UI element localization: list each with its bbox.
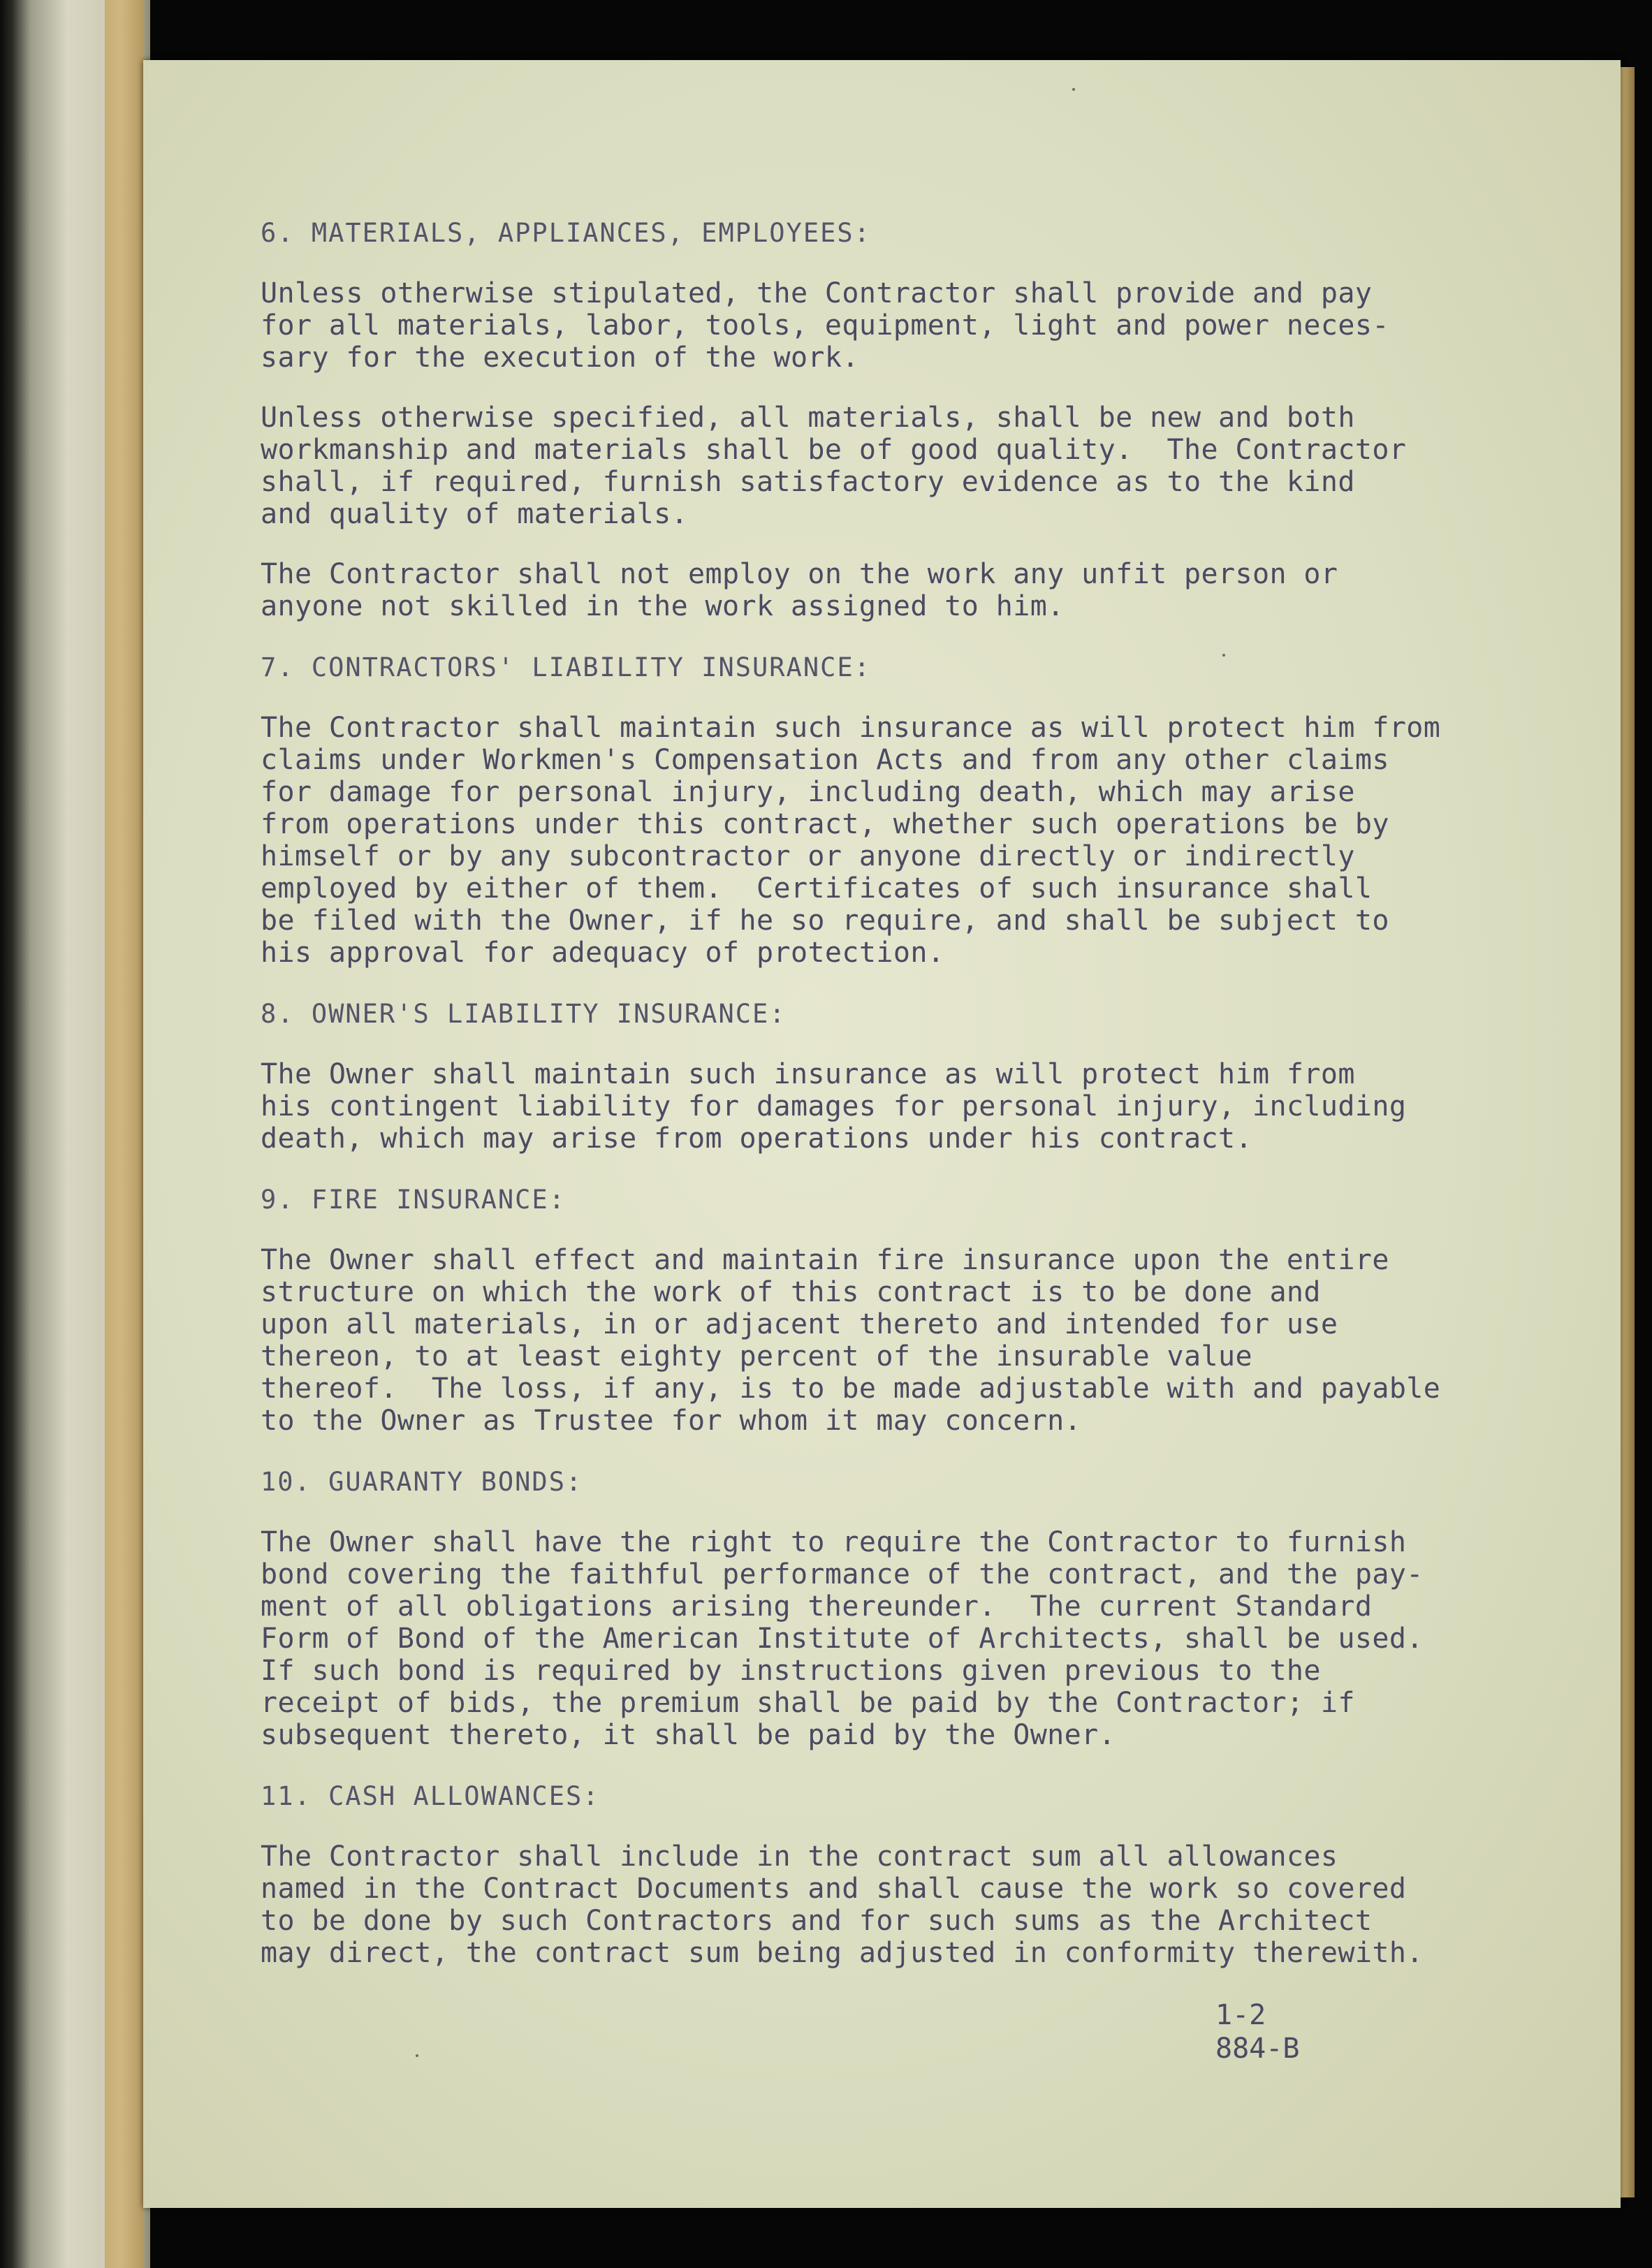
binding-strip <box>105 0 143 2268</box>
paragraph-line: The Owner shall maintain such insurance as will protect him from <box>261 1058 1355 1090</box>
paragraph-line: his approval for adequacy of protection. <box>261 937 945 969</box>
paragraph-line: from operations under this contract, whether such operations be by <box>261 808 1389 840</box>
section-heading: 10. GUARANTY BONDS: <box>261 1467 583 1497</box>
paragraph-line: anyone not skilled in the work assigned to him. <box>261 590 1065 622</box>
paragraph-line: to the Owner as Trustee for whom it may concern. <box>261 1405 1082 1437</box>
typewritten-page <box>143 60 1621 2208</box>
paragraph-gap <box>261 1813 1588 1841</box>
section-paragraph <box>261 558 1588 622</box>
paragraph-line: workmanship and materials shall be of good quality. The Contractor <box>261 434 1407 466</box>
paragraph-line: The Owner shall effect and maintain fire insurance upon the entire <box>261 1244 1389 1276</box>
paragraph-line: sary for the execution of the work. <box>261 342 859 374</box>
page-number <box>1215 1998 1299 2065</box>
paragraph-line: to be done by such Contractors and for such sums as the Architect <box>261 1905 1373 1937</box>
section-heading: 6. MATERIALS, APPLIANCES, EMPLOYEES: <box>261 218 871 248</box>
page-number-line2: 884-B <box>1215 2033 1300 2065</box>
paragraph-line: upon all materials, in or adjacent thereto and intended for use <box>261 1308 1338 1340</box>
section-gap <box>261 1437 1588 1466</box>
paragraph-line: The Contractor shall maintain such insurance as will protect him from <box>261 712 1441 744</box>
paper-speck <box>416 2054 418 2057</box>
page-number-line1: 1-2 <box>1215 1999 1266 2031</box>
paragraph-line: shall, if required, furnish satisfactory evidence as to the kind <box>261 466 1355 498</box>
section-paragraph <box>261 1841 1588 1969</box>
paragraph-line: The Contractor shall include in the contract sum all allowances <box>261 1841 1338 1873</box>
paragraph-line: may direct, the contract sum being adjusted in conformity therewith. <box>261 1937 1424 1969</box>
paragraph-gap <box>261 1216 1588 1244</box>
section-paragraph <box>261 1526 1588 1751</box>
paragraph-line: Unless otherwise specified, all materials, shall be new and both <box>261 402 1355 434</box>
paragraph-line: thereon, to at least eighty percent of the insurable value <box>261 1340 1252 1373</box>
paragraph-line: named in the Contract Documents and shall cause the work so covered <box>261 1873 1407 1905</box>
section-paragraph <box>261 1058 1588 1155</box>
paragraph-gap <box>261 530 1588 558</box>
paragraph-line: for all materials, labor, tools, equipment, light and power neces- <box>261 309 1389 342</box>
paragraph-line: be filed with the Owner, if he so require, and shall be subject to <box>261 905 1389 937</box>
paragraph-line: himself or by any subcontractor or anyone directly or indirectly <box>261 840 1355 872</box>
paragraph-line: bond covering the faithful performance of the contract, and the pay- <box>261 1558 1424 1590</box>
paragraph-line: subsequent thereto, it shall be paid by the Owner. <box>261 1719 1116 1751</box>
paragraph-gap <box>261 374 1588 402</box>
paragraph-line: If such bond is required by instructions given previous to the <box>261 1655 1321 1687</box>
paragraph-line: thereof. The loss, if any, is to be made adjustable with and payable <box>261 1373 1441 1405</box>
paragraph-line: Form of Bond of the American Institute of Architects, shall be used. <box>261 1623 1424 1655</box>
paragraph-line: for damage for personal injury, including death, which may arise <box>261 776 1355 808</box>
paragraph-line: Unless otherwise stipulated, the Contractor shall provide and pay <box>261 277 1373 309</box>
paragraph-gap <box>261 1498 1588 1526</box>
paragraph-line: and quality of materials. <box>261 498 689 530</box>
paragraph-line: The Contractor shall not employ on the work any unfit person or <box>261 558 1338 590</box>
section-paragraph <box>261 712 1588 969</box>
section-heading: 8. OWNER'S LIABILITY INSURANCE: <box>261 999 787 1029</box>
paragraph-line: employed by either of them. Certificates of such insurance shall <box>261 872 1373 905</box>
paragraph-line: The Owner shall have the right to require the Contractor to furnish <box>261 1526 1407 1558</box>
section-heading: 9. FIRE INSURANCE: <box>261 1185 566 1215</box>
paragraph-gap <box>261 249 1588 277</box>
paragraph-line: ment of all obligations arising thereunder. The current Standard <box>261 1590 1373 1623</box>
section-paragraph <box>261 277 1588 374</box>
paragraph-line: receipt of bids, the premium shall be paid by the Contractor; if <box>261 1687 1355 1719</box>
paragraph-line: his contingent liability for damages for personal injury, including <box>261 1090 1407 1122</box>
paragraph-gap <box>261 684 1588 712</box>
paragraph-line: claims under Workmen's Compensation Acts and from any other claims <box>261 744 1389 776</box>
paragraph-line: structure on which the work of this contract is to be done and <box>261 1276 1321 1308</box>
section-gap <box>261 1751 1588 1780</box>
section-paragraph <box>261 1244 1588 1437</box>
section-gap <box>261 1155 1588 1184</box>
section-gap <box>261 622 1588 652</box>
paper-speck <box>1072 88 1075 91</box>
document-body <box>261 217 1588 1969</box>
paragraph-gap <box>261 1030 1588 1058</box>
section-heading: 11. CASH ALLOWANCES: <box>261 1781 600 1811</box>
section-paragraph <box>261 402 1588 530</box>
section-gap <box>261 969 1588 998</box>
paragraph-line: death, which may arise from operations under his contract. <box>261 1122 1252 1155</box>
section-heading: 7. CONTRACTORS' LIABILITY INSURANCE: <box>261 652 871 682</box>
